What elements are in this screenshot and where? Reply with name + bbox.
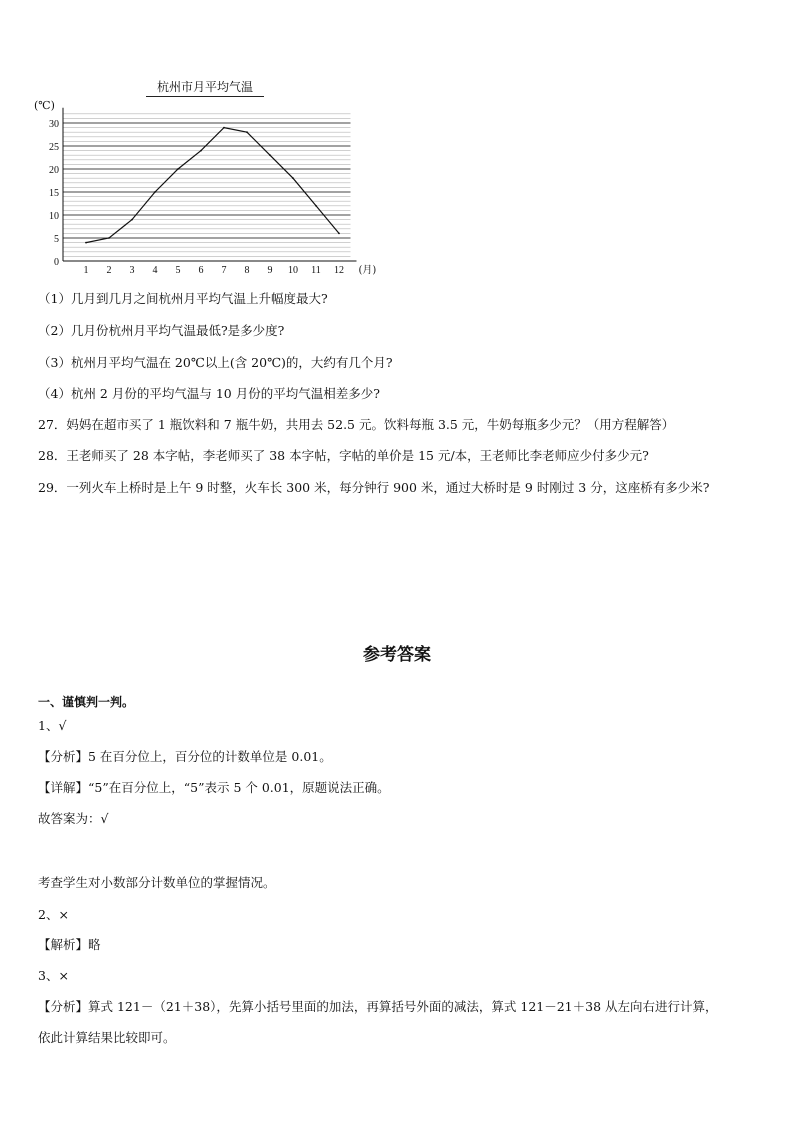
answer-1-analysis: 【分析】5 在百分位上，百分位的计数单位是 0.01。 <box>38 749 332 764</box>
x-tick-label: 9 <box>267 265 273 276</box>
x-tick-label: 7 <box>221 265 227 276</box>
answer-1-detail: 【详解】“5”在百分位上，“5”表示 5 个 0.01，原题说法正确。 <box>38 780 390 795</box>
question-28: 28．王老师买了 28 本字帖，李老师买了 38 本字帖，字帖的单价是 15 元/本，王老师比李老师应少付多少元? <box>38 448 649 463</box>
answer-heading: 参考答案 <box>363 645 431 665</box>
data-point <box>292 177 294 179</box>
y-tick-label: 20 <box>49 165 59 176</box>
data-point <box>315 205 317 207</box>
data-point <box>269 154 271 156</box>
x-tick-label: 6 <box>198 265 204 276</box>
data-point <box>131 219 133 221</box>
y-tick-label: 0 <box>54 257 59 268</box>
answer-2-number: 2、× <box>38 907 69 922</box>
x-tick-label: 11 <box>311 265 321 276</box>
line-chart <box>30 96 390 281</box>
question-3: （3）杭州月平均气温在 20℃以上(含 20℃)的，大约有几个月? <box>38 355 393 370</box>
answer-1-number: 1、√ <box>38 718 67 733</box>
data-point <box>223 127 225 129</box>
answer-3-number: 3、× <box>38 968 69 983</box>
question-29: 29．一列火车上桥时是上午 9 时整，火车长 300 米，每分钟行 900 米，通过大桥时是 9 时刚过 3 分，这座桥有多少米? <box>38 480 710 495</box>
data-point <box>200 150 202 152</box>
answer-3-analysis-line2: 依此计算结果比较即可。 <box>38 1030 176 1045</box>
temperature-series-line <box>86 128 339 243</box>
y-tick-label: 5 <box>54 234 59 245</box>
x-axis-label: (月) <box>358 265 377 276</box>
data-point <box>108 237 110 239</box>
y-tick-label: 25 <box>49 142 59 153</box>
answer-3-analysis-line1: 【分析】算式 121－（21＋38），先算小括号里面的加法，再算括号外面的减法，算式 121－21＋38 从左向右进行计算， <box>38 999 718 1014</box>
y-axis-label: (℃) <box>34 99 55 112</box>
x-tick-label: 5 <box>175 265 181 276</box>
section-1-title: 一、谨慎判一判。 <box>38 695 135 709</box>
data-point <box>85 242 87 244</box>
x-tick-label: 8 <box>244 265 250 276</box>
x-tick-label: 1 <box>83 265 89 276</box>
question-4: （4）杭州 2 月份的平均气温与 10 月份的平均气温相差多少? <box>38 386 380 401</box>
x-tick-label: 4 <box>152 265 158 276</box>
x-tick-label: 10 <box>288 265 298 276</box>
y-tick-label: 30 <box>49 119 59 130</box>
answer-1-note: 考查学生对小数部分计数单位的掌握情况。 <box>38 875 276 890</box>
y-tick-label: 15 <box>49 188 59 199</box>
x-tick-label: 3 <box>129 265 135 276</box>
question-2: （2）几月份杭州月平均气温最低?是多少度? <box>38 323 285 338</box>
chart-title: 杭州市月平均气温 <box>146 78 264 97</box>
answer-2-analysis: 【解析】略 <box>38 937 101 952</box>
data-point <box>154 191 156 193</box>
data-point <box>177 168 179 170</box>
x-tick-label: 12 <box>334 265 344 276</box>
question-27: 27．妈妈在超市买了 1 瓶饮料和 7 瓶牛奶，共用去 52.5 元。饮料每瓶 3.5 元，牛奶每瓶多少元？（用方程解答） <box>38 417 675 432</box>
question-1: （1）几月到几月之间杭州月平均气温上升幅度最大? <box>38 291 328 306</box>
y-tick-label: 10 <box>49 211 59 222</box>
data-point <box>246 131 248 133</box>
data-point <box>338 233 340 235</box>
x-tick-label: 2 <box>106 265 112 276</box>
answer-1-result: 故答案为：√ <box>38 811 109 826</box>
